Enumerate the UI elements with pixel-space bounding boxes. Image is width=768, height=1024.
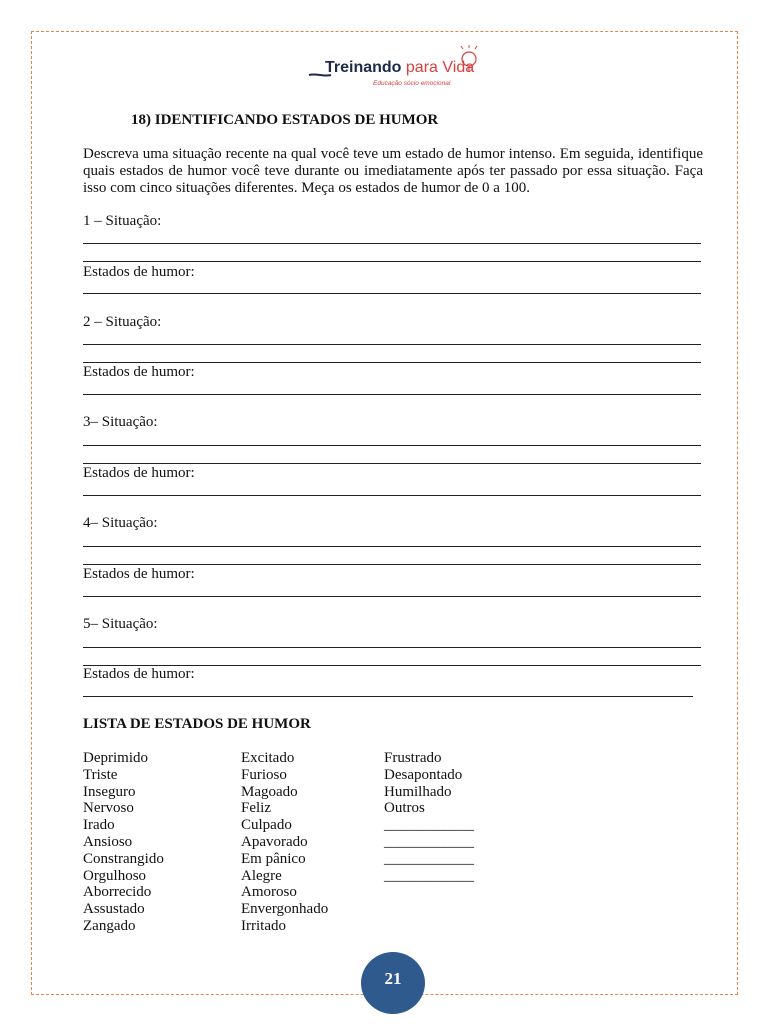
situation-2-line-1 [83, 344, 701, 345]
mood-item: Magoado [241, 783, 298, 800]
situation-1-line-2 [83, 261, 701, 262]
situation-1-mood-line [83, 293, 701, 294]
mood-blank-line: ____________ [384, 833, 474, 850]
situation-4-line-2 [83, 564, 701, 565]
mood-item: Em pânico [241, 850, 306, 867]
logo-brand-accent: para Vida [405, 59, 475, 76]
situation-2-line-2 [83, 362, 701, 363]
situation-3-line-1 [83, 445, 701, 446]
mood-item: Zangado [83, 917, 136, 934]
mood-item: Envergonhado [241, 901, 329, 918]
mood-blank-line: ____________ [384, 850, 474, 867]
mood-item: Deprimido [83, 750, 148, 766]
mood-item: Apavorado [241, 833, 308, 850]
situation-2-mood-line [83, 394, 701, 395]
mood-item: Excitado [241, 750, 295, 766]
mood-item: Alegre [241, 867, 282, 884]
logo-tagline: Educação sócio emocional [373, 80, 451, 87]
mood-item: Outros [384, 800, 425, 817]
mood-blank-line: ____________ [384, 817, 474, 834]
situation-1-mood-label: Estados de humor: [83, 264, 195, 280]
mood-item: Triste [83, 766, 118, 783]
situation-5-label: 5– Situação: [83, 616, 158, 632]
situation-5-mood-line [83, 696, 693, 697]
situation-1-label: 1 – Situação: [83, 213, 162, 229]
situation-5-mood-label: Estados de humor: [83, 666, 195, 682]
logo-brand [325, 59, 474, 77]
situation-3-line-2 [83, 463, 701, 464]
situation-2-mood-label: Estados de humor: [83, 364, 195, 380]
mood-item: Nervoso [83, 800, 134, 817]
mood-column-3 [384, 750, 474, 884]
situation-2-label: 2 – Situação: [83, 314, 162, 330]
mood-item: Amoroso [241, 884, 297, 901]
situation-5-line-1 [83, 647, 701, 648]
mood-item: Humilhado [384, 783, 452, 800]
situation-3-mood-line [83, 495, 701, 496]
mood-list-title: LISTA DE ESTADOS DE HUMOR [83, 716, 311, 732]
mood-item: Desapontado [384, 766, 463, 783]
mood-item: Ansioso [83, 833, 133, 850]
logo [305, 45, 483, 95]
exercise-title: 18) IDENTIFICANDO ESTADOS DE HUMOR [131, 112, 439, 128]
situation-4-label: 4– Situação: [83, 515, 158, 531]
mood-blank-line: ____________ [384, 867, 474, 884]
situation-3-mood-label: Estados de humor: [83, 465, 195, 481]
situation-4-mood-line [83, 596, 701, 597]
mood-item: Irritado [241, 917, 286, 934]
situation-3-label: 3– Situação: [83, 414, 158, 430]
mood-item: Irado [83, 817, 115, 834]
page-number-badge: 21 [361, 952, 425, 1014]
mood-item: Furioso [241, 766, 287, 783]
mood-column-2 [241, 750, 328, 935]
mood-column-1 [83, 750, 164, 935]
mood-item: Frustrado [384, 750, 442, 766]
situation-4-mood-label: Estados de humor: [83, 566, 195, 582]
mood-item: Assustado [83, 901, 145, 918]
mood-item: Aborrecido [83, 884, 152, 901]
situation-4-line-1 [83, 546, 701, 547]
mood-item: Inseguro [83, 783, 136, 800]
mood-item: Constrangido [83, 850, 164, 867]
logo-brand-main: Treinando [325, 59, 402, 76]
mood-item: Orgulhoso [83, 867, 147, 884]
mood-item: Culpado [241, 817, 292, 834]
instructions-paragraph: Descreva uma situação recente na qual você teve um estado de humor intenso. Em seguida, identifique quais estados de humor você teve durante ou imediatamente após ter passado por essa situação. Faça isso com cinco situações diferentes. Meça os estados de humor de 0 a 100. [83, 146, 703, 196]
mood-item: Feliz [241, 800, 271, 817]
situation-1-line-1 [83, 243, 701, 244]
